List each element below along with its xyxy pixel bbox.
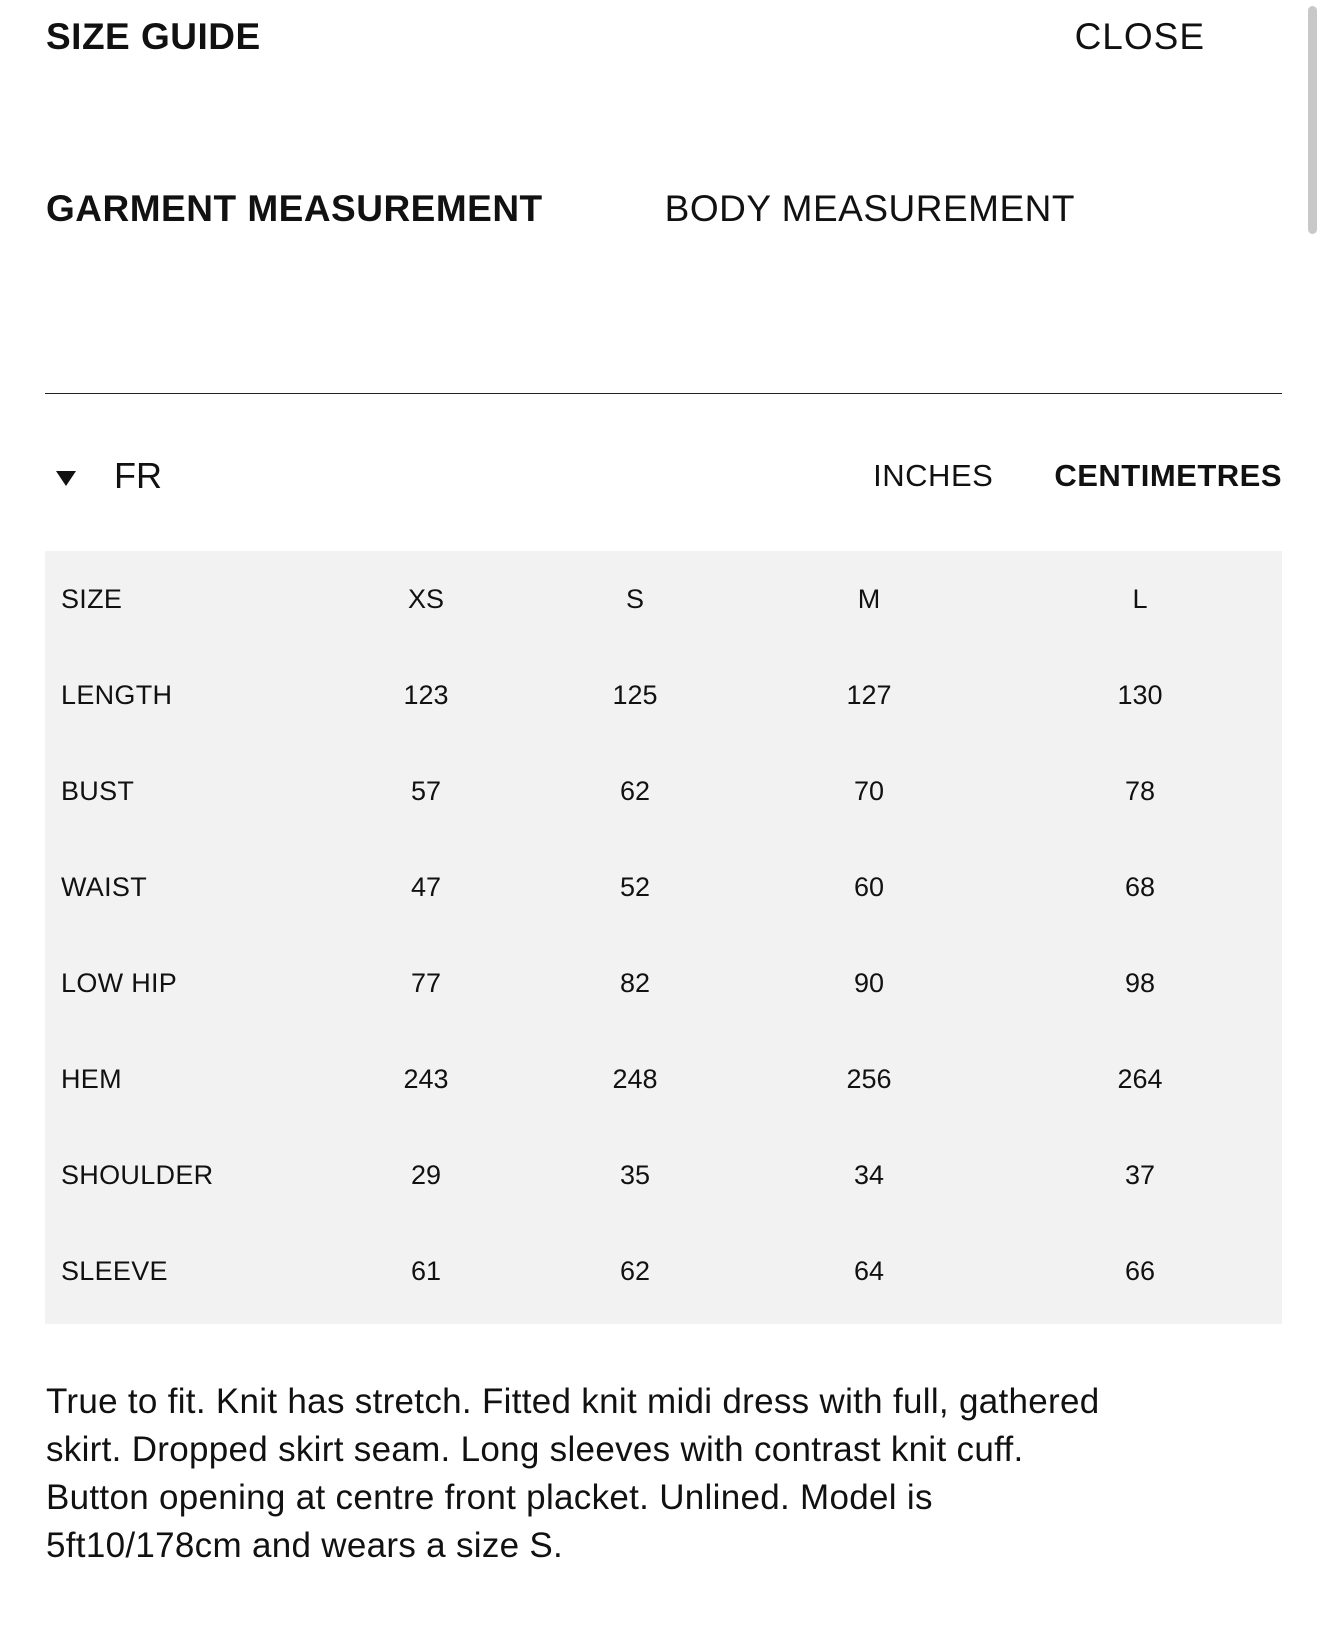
scrollbar-thumb[interactable] (1308, 6, 1317, 234)
table-row-hem (45, 1031, 1282, 1127)
unit-centimetres-button[interactable]: CENTIMETRES (1054, 458, 1282, 493)
table-cell: 35 (619, 1160, 651, 1190)
table-cell: 47 (410, 872, 442, 902)
row-label: BUST (61, 776, 135, 806)
unit-toggle (873, 458, 1282, 494)
table-cell: 37 (1124, 1160, 1156, 1190)
tab-body-measurement[interactable]: BODY MEASUREMENT (664, 188, 1075, 229)
table-cell: 90 (853, 968, 885, 998)
table-cell: 264 (1117, 1064, 1163, 1094)
table-cell: 29 (410, 1160, 442, 1190)
table-row-low-hip (45, 935, 1282, 1031)
fit-description: True to fit. Knit has stretch. Fitted knit midi dress with full, gathered skirt. Dropped skirt seam. Long sleeves with contrast knit cuff. Button opening at centre front placket. Unlined. Model is 5ft10/178cm and wears a size S. (46, 1382, 1100, 1565)
table-cell: 34 (853, 1160, 885, 1190)
table-row-waist (45, 839, 1282, 935)
caret-down-icon (56, 471, 76, 486)
unit-inches-button[interactable]: INCHES (873, 458, 994, 493)
table-cell: 98 (1124, 968, 1156, 998)
table-cell: 62 (619, 1256, 651, 1286)
table-row-shoulder (45, 1127, 1282, 1223)
table-cell: 61 (410, 1256, 442, 1286)
table-cell: 64 (853, 1256, 885, 1286)
table-cell: 82 (619, 968, 651, 998)
table-cell: S (625, 584, 644, 614)
table-cell: XS (407, 584, 445, 614)
region-selected-label: FR (114, 455, 162, 496)
close-button[interactable]: CLOSE (1074, 16, 1205, 57)
table-row-bust (45, 743, 1282, 839)
size-table (45, 551, 1282, 1324)
table-cell: 125 (612, 680, 658, 710)
table-cell: 62 (619, 776, 651, 806)
region-dropdown[interactable] (56, 455, 162, 497)
row-label: SIZE (61, 584, 123, 614)
row-label: SLEEVE (61, 1256, 168, 1286)
table-cell: 256 (846, 1064, 892, 1094)
row-label: LOW HIP (61, 968, 178, 998)
table-cell: 57 (410, 776, 442, 806)
size-guide-title: SIZE GUIDE (46, 16, 261, 57)
table-cell: 243 (403, 1064, 449, 1094)
table-cell: 78 (1124, 776, 1156, 806)
table-cell: 60 (853, 872, 885, 902)
row-label: WAIST (61, 872, 147, 902)
row-label: SHOULDER (61, 1160, 214, 1190)
row-label: HEM (61, 1064, 122, 1094)
table-cell: 68 (1124, 872, 1156, 902)
table-cell: 52 (619, 872, 651, 902)
table-cell: 127 (846, 680, 892, 710)
table-cell: 77 (410, 968, 442, 998)
row-label: LENGTH (61, 680, 173, 710)
tab-garment-measurement[interactable]: GARMENT MEASUREMENT (46, 188, 543, 229)
table-row-size (45, 551, 1282, 647)
section-divider (45, 393, 1282, 394)
table-cell: 130 (1117, 680, 1163, 710)
table-cell: 248 (612, 1064, 658, 1094)
table-cell: 123 (403, 680, 449, 710)
table-cell: 70 (853, 776, 885, 806)
table-cell: 66 (1124, 1256, 1156, 1286)
table-cell: M (857, 584, 881, 614)
table-row-length (45, 647, 1282, 743)
table-row-sleeve (45, 1223, 1282, 1319)
scrollbar[interactable] (1304, 0, 1320, 1644)
table-cell: L (1132, 584, 1148, 614)
measurement-tabs (46, 188, 1075, 230)
